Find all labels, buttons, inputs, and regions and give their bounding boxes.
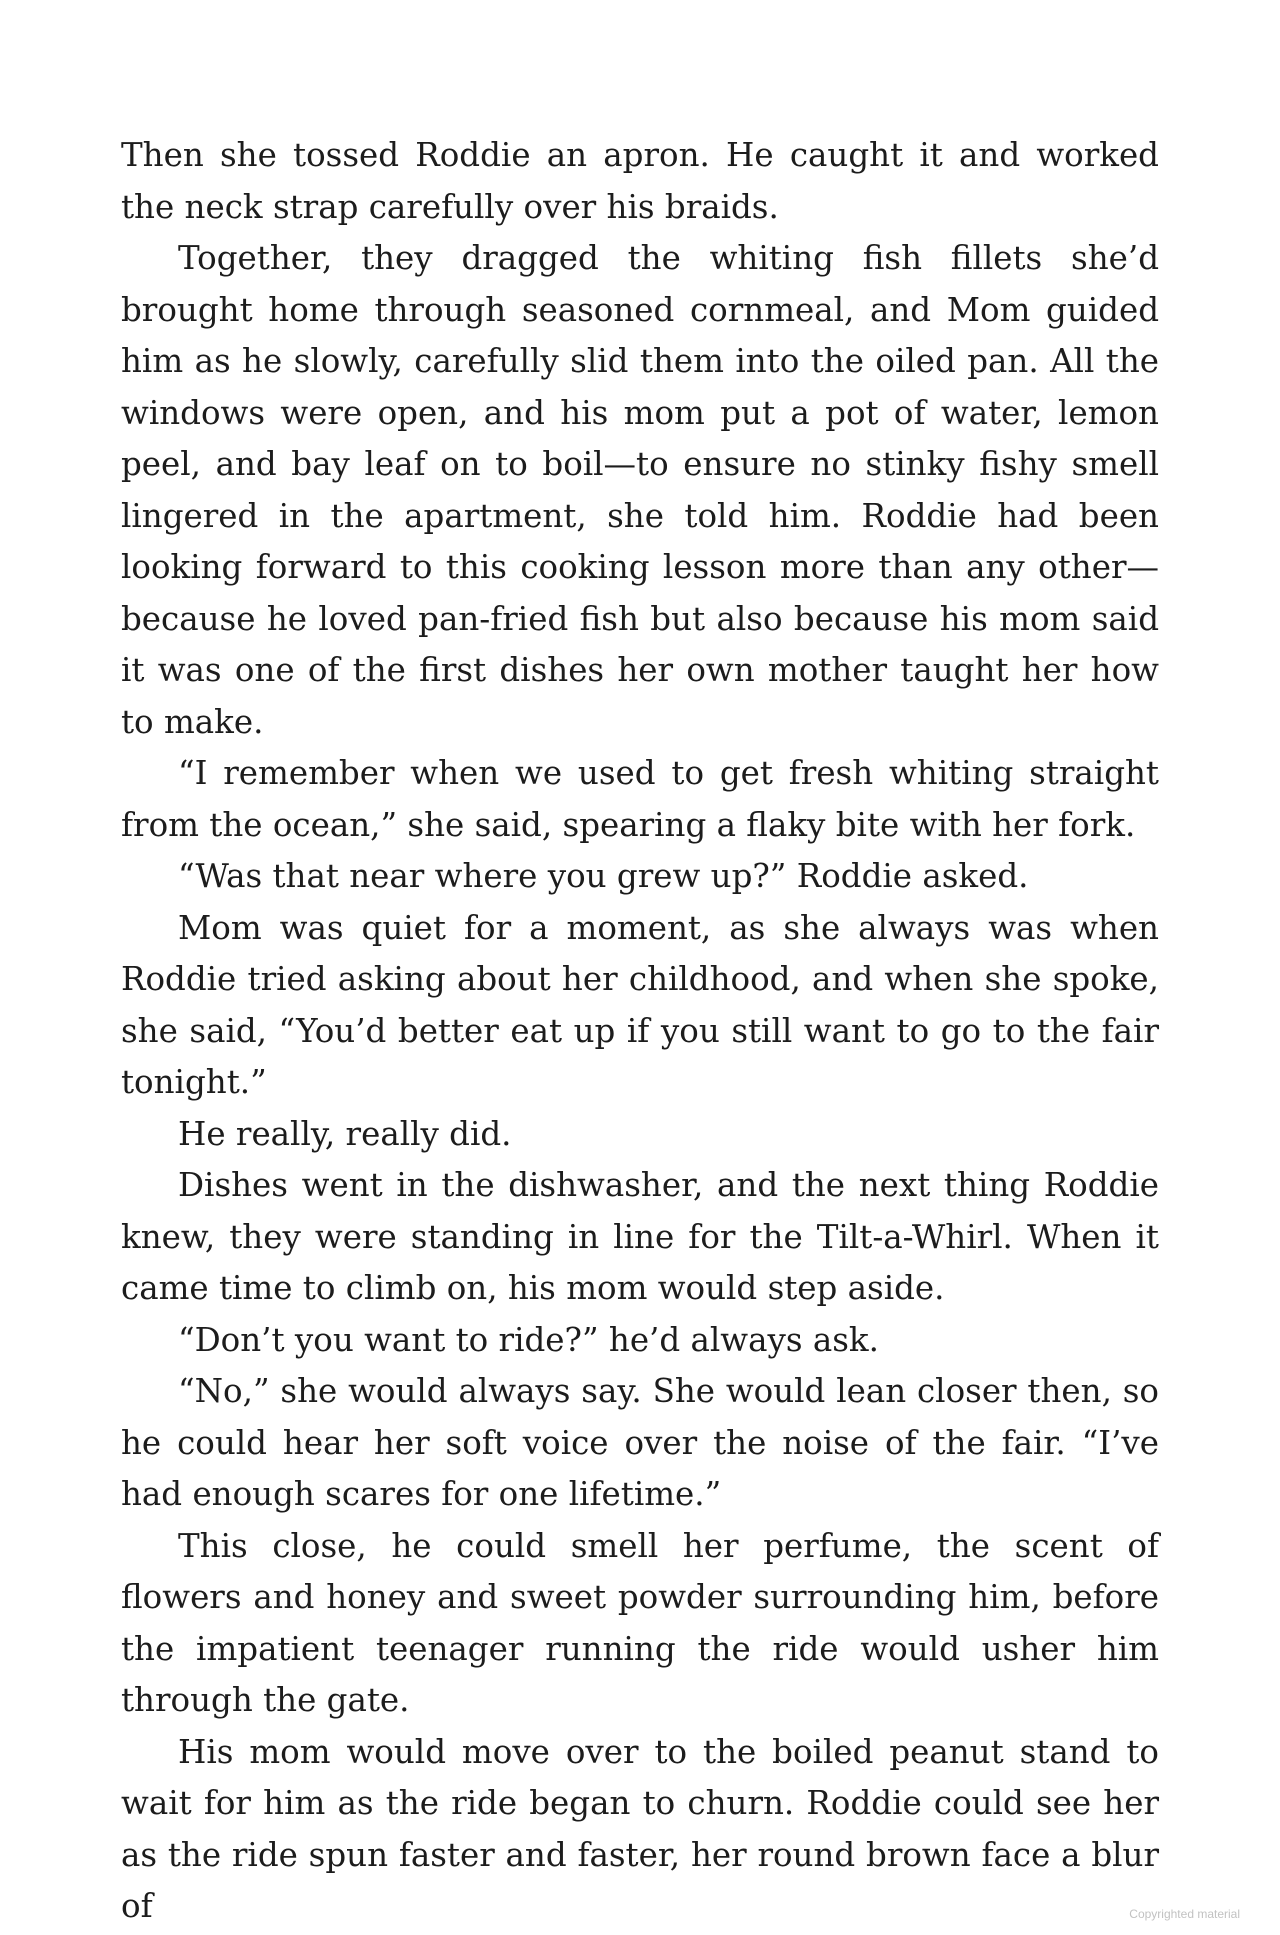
paragraph-1: Then she tossed Roddie an apron. He caught it and worked the neck strap carefully over his braids. bbox=[121, 136, 1159, 226]
paragraph-3: “I remember when we used to get fresh whiting straight from the ocean,” she said, spearing a flaky bite with her fork. bbox=[121, 754, 1159, 844]
copyright-watermark: Copyrighted material bbox=[1129, 1907, 1240, 1921]
paragraph-9: “No,” she would always say. She would lean closer then, so he could hear her soft voice over the noise of the fair. “I’ve had enough scares for one lifetime.” bbox=[121, 1372, 1159, 1513]
paragraph-10: This close, he could smell her perfume, the scent of flowers and honey and sweet powder surrounding him, before the impatient teenager running the ride would usher him through the gate. bbox=[121, 1526, 1159, 1719]
paragraph-8: “Don’t you want to ride?” he’d always ask. bbox=[178, 1320, 879, 1359]
paragraph-5: Mom was quiet for a moment, as she always was when Roddie tried asking about her childhood, and when she spoke, she said, “You’d better eat up if you still want to go to the fair tonight.” bbox=[121, 908, 1159, 1101]
paragraph-6: He really, really did. bbox=[178, 1114, 512, 1153]
paragraph-2: Together, they dragged the whiting fish fillets she’d brought home through seasoned cornmeal, and Mom guided him as he slowly, carefully slid them into the oiled pan. All the windows were open, and his mom put a pot of water, lemon peel, and bay leaf on to boil—to ensure no stinky fishy smell lingered in the apartment, she told him. Roddie had been looking forward to this cooking lesson more than any other—because he loved pan-fried fish but also because his mom said it was one of the first dishes her own mother taught her how to make. bbox=[121, 239, 1159, 741]
paragraph-7: Dishes went in the dishwasher, and the next thing Roddie knew, they were standing in line for the Tilt-a-Whirl. When it came time to climb on, his mom would step aside. bbox=[121, 1166, 1159, 1307]
paragraph-4: “Was that near where you grew up?” Roddie asked. bbox=[178, 857, 1029, 895]
page-body bbox=[121, 130, 1159, 1933]
paragraph-11: His mom would move over to the boiled peanut stand to wait for him as the ride began to churn. Roddie could see her as the ride spun faster and faster, her round brown face a blur of bbox=[121, 1732, 1159, 1925]
